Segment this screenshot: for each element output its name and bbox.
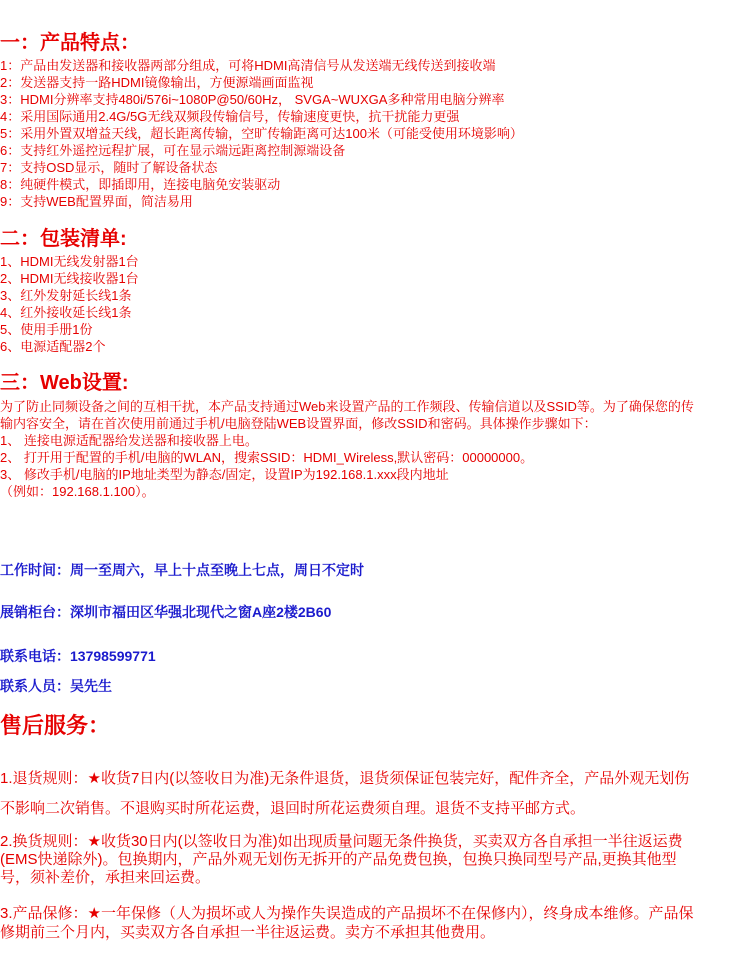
package-list <box>0 253 750 355</box>
package-item-2: 2、HDMI无线接收器1台 <box>0 271 139 286</box>
web-instructions <box>0 398 750 500</box>
warranty-line-1: 3.产品保修：★一年保修（人为损坏或人为操作失误造成的产品损坏不在保修内），终身成本维修。产品保 <box>0 905 694 922</box>
package-item-4: 4、红外接收延长线1条 <box>0 305 132 320</box>
feature-item-5: 5：采用外置双增益天线，超长距离传输，空旷传输距离可达100米（可能受使用环境影响） <box>0 126 523 141</box>
package-heading: 二：包装清单: <box>0 228 127 250</box>
web-heading: 三：Web设置: <box>0 372 129 394</box>
web-step-1: 1、 连接电源适配器给发送器和接收器上电。 <box>0 433 258 448</box>
working-hours: 工作时间：周一至周六，早上十点至晚上七点，周日不定时 <box>0 562 364 578</box>
package-item-6: 6、电源适配器2个 <box>0 339 106 354</box>
exchange-line-2: (EMS快递除外)。包换期内，产品外观无划伤无拆开的产品免费包换，包换只换同型号产品,更换其他型 <box>0 851 677 868</box>
return-line-1: 1.退货规则：★收货7日内(以签收日为准)无条件退货，退货须保证包装完好，配件齐全，产品外观无划伤 <box>0 770 690 787</box>
feature-item-7: 7：支持OSD显示，随时了解设备状态 <box>0 160 218 175</box>
contact-person: 联系人员：吴先生 <box>0 678 112 694</box>
feature-item-6: 6：支持红外遥控远程扩展，可在显示端远距离控制源端设备 <box>0 143 346 158</box>
service-heading: 售后服务： <box>0 713 111 738</box>
web-step-2: 2、 打开用于配置的手机/电脑的WLAN，搜索SSID：HDMI_Wireless,默认密码：00000000。 <box>0 450 534 465</box>
return-line-2: 不影响二次销售。不退购买时所花运费，退回时所花运费须自理。退货不支持平邮方式。 <box>0 800 586 817</box>
feature-item-4: 4：采用国际通用2.4G/5G无线双频段传输信号，传输速度更快，抗干扰能力更强 <box>0 109 460 124</box>
feature-item-9: 9：支持WEB配置界面，简洁易用 <box>0 194 193 209</box>
exchange-line-1: 2.换货规则：★收货30日内(以签收日为准)如出现质量问题无条件换货，买卖双方各自承担一半往返运费 <box>0 833 683 850</box>
web-step-3-example: （例如：192.168.1.100）。 <box>0 484 155 499</box>
counter-address: 展销柜台：深圳市福田区华强北现代之窗A座2楼2B60 <box>0 604 332 620</box>
warranty-line-2: 修期前三个月内，买卖双方各自承担一半往返运费。卖方不承担其他费用。 <box>0 924 496 941</box>
return-policy <box>0 764 750 824</box>
warranty-policy <box>0 904 750 942</box>
feature-item-2: 2：发送器支持一路HDMI镜像输出，方便源端画面监视 <box>0 75 314 90</box>
web-line-2: 输内容安全，请在首次使用前通过手机/电脑登陆WEB设置界面，修改SSID和密码。具体操作步骤如下： <box>0 416 597 431</box>
exchange-line-3: 号，须补差价，承担来回运费。 <box>0 869 211 886</box>
web-step-3: 3、 修改手机/电脑的IP地址类型为静态/固定，设置IP为192.168.1.xxx段内地址 <box>0 467 449 482</box>
feature-item-1: 1：产品由发送器和接收器两部分组成，可将HDMI高清信号从发送端无线传送到接收端 <box>0 58 496 73</box>
web-line-1: 为了防止同频设备之间的互相干扰，本产品支持通过Web来设置产品的工作频段、传输信道以及SSID等。为了确保您的传 <box>0 399 694 414</box>
feature-item-8: 8：纯硬件模式，即插即用，连接电脑免安装驱动 <box>0 177 281 192</box>
package-item-3: 3、红外发射延长线1条 <box>0 288 132 303</box>
features-heading: 一：产品特点： <box>0 32 140 54</box>
exchange-policy <box>0 833 750 887</box>
package-item-1: 1、HDMI无线发射器1台 <box>0 254 139 269</box>
features-list <box>0 57 750 210</box>
package-item-5: 5、使用手册1份 <box>0 322 93 337</box>
feature-item-3: 3：HDMI分辨率支持480i/576i~1080P@50/60Hz， SVGA~WUXGA多种常用电脑分辨率 <box>0 92 505 107</box>
contact-phone: 联系电话：13798599771 <box>0 648 156 664</box>
